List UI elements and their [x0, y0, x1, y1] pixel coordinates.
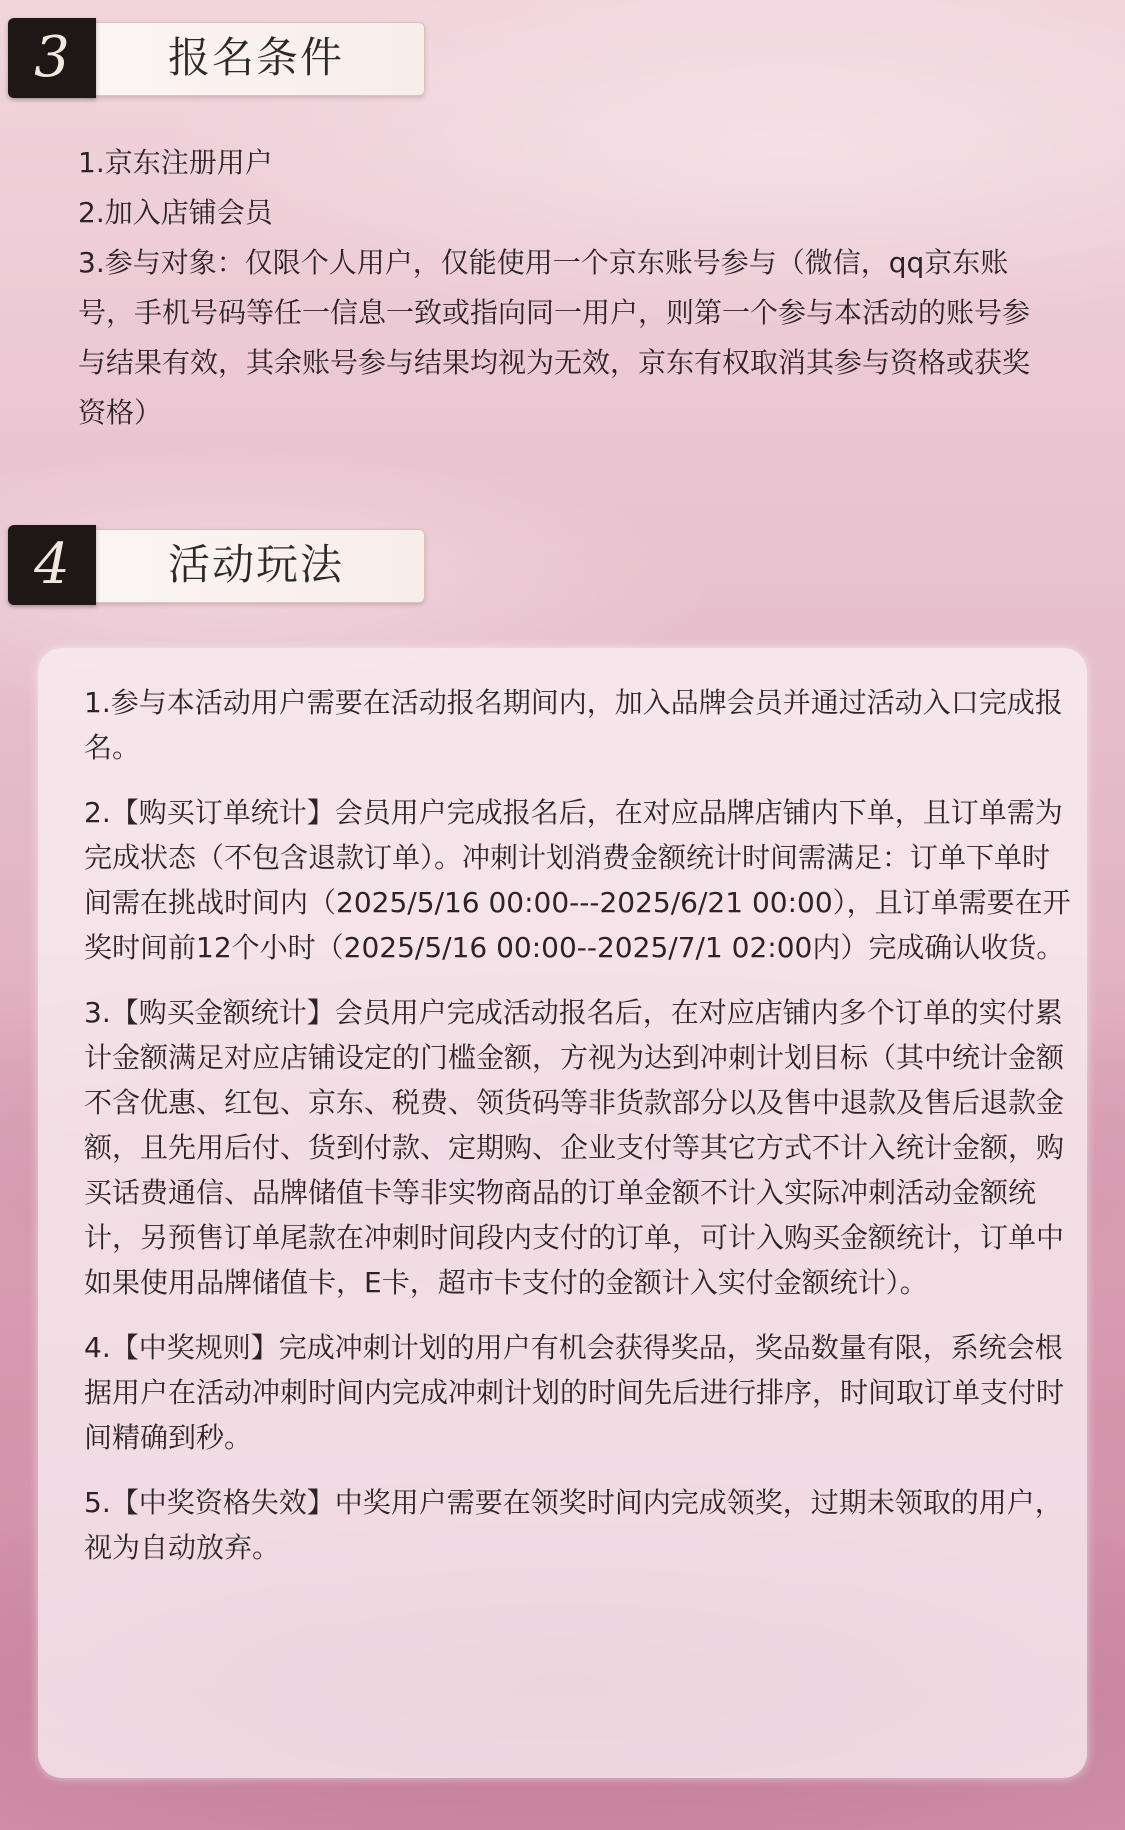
list-item: 1.参与本活动用户需要在活动报名期间内，加入品牌会员并通过活动入口完成报名。	[84, 686, 1063, 764]
list-item: 4.【中奖规则】完成冲刺计划的用户有机会获得奖品，奖品数量有限，系统会根据用户在活动冲刺时间内完成冲刺计划的时间先后进行排序，时间取订单支付时间精确到秒。	[84, 1331, 1065, 1454]
section-3-number: 3	[34, 25, 70, 90]
section-4-title: 活动玩法	[168, 540, 345, 589]
section-3-number-badge	[8, 18, 96, 98]
list-item: 5.【中奖资格失效】中奖用户需要在领奖时间内完成领奖，过期未领取的用户，视为自动放弃。	[84, 1486, 1063, 1564]
registration-conditions-list	[78, 138, 1048, 438]
section-3-header	[8, 18, 423, 98]
list-item: 2.【购买订单统计】会员用户完成报名后，在对应品牌店铺内下单，且订单需为完成状态（不包含退款订单）。冲刺计划消费金额统计时间需满足：订单下单时间需在挑战时间内（2025/5/16 00:00---2025/6/21 00:00），且订单需要在开奖时间前12个小时（2025/5/16 00:00--2025/7/1 02:00内）完成确认收货。	[84, 796, 1071, 964]
list-item: 3.【购买金额统计】会员用户完成活动报名后，在对应店铺内多个订单的实付累计金额满足对应店铺设定的门槛金额，方视为达到冲刺计划目标（其中统计金额不含优惠、红包、京东、税费、领货码等非货款部分以及售中退款及售后退款金额，且先用后付、货到付款、定期购、企业支付等其它方式不计入统计金额，购买话费通信、品牌储值卡等非实物商品的订单金额不计入实际冲刺活动金额统计，另预售订单尾款在冲刺时间段内支付的订单，可计入购买金额统计，订单中如果使用品牌储值卡，E卡，超市卡支付的金额计入实付金额统计）。	[84, 996, 1065, 1299]
section-3-title: 报名条件	[168, 33, 345, 82]
list-item: 2.加入店铺会员	[78, 196, 273, 229]
section-4-header	[8, 525, 423, 605]
section-4-number: 4	[34, 532, 70, 597]
list-item: 1.京东注册用户	[78, 146, 273, 179]
activity-rules-list	[84, 680, 1074, 1590]
activity-rules-card	[38, 648, 1087, 1778]
list-item: 3.参与对象：仅限个人用户，仅能使用一个京东账号参与（微信，qq京东账号，手机号码等任一信息一致或指向同一用户，则第一个参与本活动的账号参与结果有效，其余账号参与结果均视为无效，京东有权取消其参与资格或获奖资格）	[78, 246, 1031, 429]
section-4-number-badge	[8, 525, 96, 605]
